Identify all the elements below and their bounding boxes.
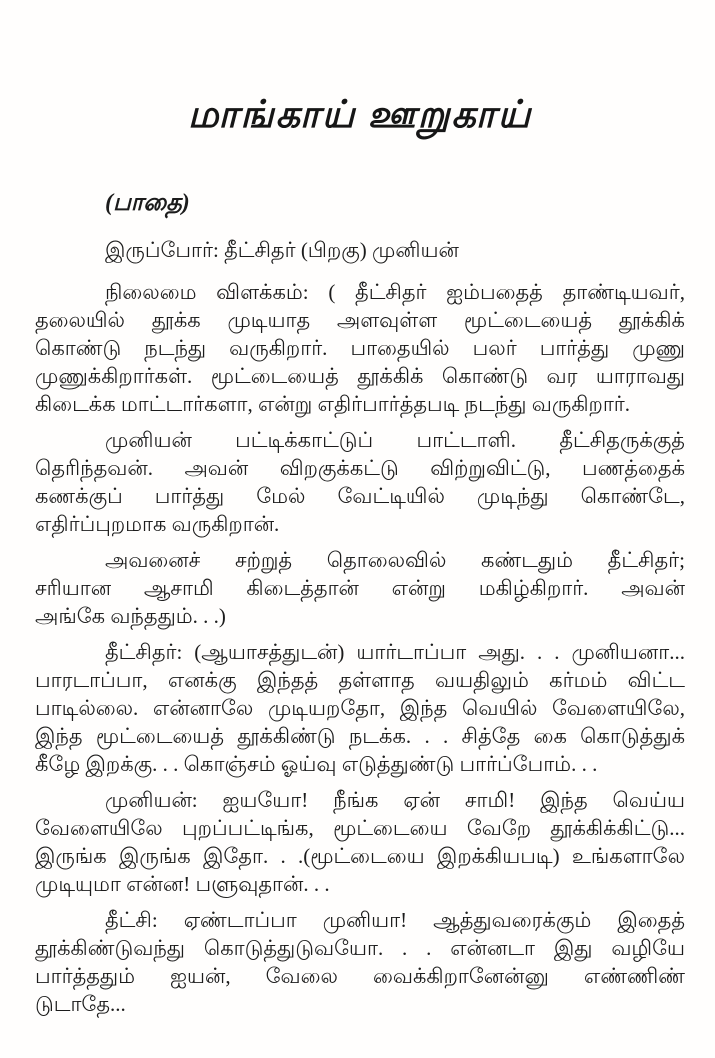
stage-direction-paragraph <box>35 546 685 630</box>
text-line: அவனைச் சற்றுத் தொலைவில் கண்டதும் தீட்சிதர்; <box>105 548 685 572</box>
scene-heading: (பாதை) <box>105 190 190 216</box>
cast-line: இருப்போர்: தீட்சிதர் (பிறகு) முனியன் <box>105 238 459 262</box>
stage-direction-paragraph <box>35 426 685 538</box>
text-line: கீழே இறக்கு. . . கொஞ்சம் ஓய்வு எடுத்துண்டு பார்ப்போம். . . <box>35 752 598 776</box>
stage-direction-paragraph <box>35 278 685 418</box>
text-line: முனியன் பட்டிக்காட்டுப் பாட்டாளி. தீட்சிதருக்குத் <box>105 428 685 452</box>
text-line: எதிர்ப்புறமாக வருகிறான். <box>35 512 280 536</box>
script-body <box>35 278 685 1018</box>
text-line: இருங்க இருங்க இதோ. . .(மூட்டையை இறக்கியபடி) உங்களாலே <box>35 844 685 868</box>
text-line: வேளையிலே புறப்பட்டிங்க, மூட்டையை வேறே தூக்கிக்கிட்டு... <box>35 816 685 840</box>
dialogue-paragraph-muniyan <box>35 786 685 898</box>
dialogue-paragraph-dikshitar <box>35 638 685 778</box>
text-line: பார்த்ததும் ஐயன், வேலை வைக்கிறானேன்னு எண்ணிண் <box>35 964 685 988</box>
text-line: தீட்சி: ஏண்டாப்பா முனியா! ஆத்துவரைக்கும் இதைத் <box>105 908 685 932</box>
text-line: தெரிந்தவன். அவன் விறகுக்கட்டு விற்றுவிட்டு, பணத்தைக் <box>35 456 685 480</box>
text-line: பாடில்லை. என்னாலே முடியறதோ, இந்த வெயில் வேளையிலே, <box>35 696 685 720</box>
text-line: கொண்டு நடந்து வருகிறார். பாதையில் பலர் பார்த்து முணு <box>35 336 685 360</box>
text-line: சரியான ஆசாமி கிடைத்தான் என்று மகிழ்கிறார். அவன் <box>35 576 685 600</box>
text-line: தலையில் தூக்க முடியாத அளவுள்ள மூட்டையைத் தூக்கிக் <box>35 308 685 332</box>
text-line: பாரடாப்பா, எனக்கு இந்தத் தள்ளாத வயதிலும் கர்மம் விட்ட <box>35 668 685 692</box>
text-line: தூக்கிண்டுவந்து கொடுத்துடுவயோ. . . என்னடா இது வழியே <box>35 936 685 960</box>
text-line: தீட்சிதர்: (ஆயாசத்துடன்) யார்டாப்பா அது. . . முனியனா... <box>105 640 685 664</box>
text-line: இந்த மூட்டையைத் தூக்கிண்டு நடக்க. . . சித்தே கை கொடுத்துக் <box>35 724 685 748</box>
dialogue-paragraph-dikshitar <box>35 906 685 1018</box>
text-line: டுடாதே... <box>35 992 126 1016</box>
text-line: கிடைக்க மாட்டார்களா, என்று எதிர்பார்த்தபடி நடந்து வருகிறார். <box>35 392 631 416</box>
text-line: நிலைமை விளக்கம்: ( தீட்சிதர் ஐம்பதைத் தாண்டியவர், <box>105 280 685 304</box>
text-line: கணக்குப் பார்த்து மேல் வேட்டியில் முடிந்து கொண்டே, <box>35 484 685 508</box>
text-line: முடியுமா என்ன! பளுவுதான். . . <box>35 872 330 896</box>
text-line: முனியன்: ஐயயோ! நீங்க ஏன் சாமி! இந்த வெய்ய <box>105 788 685 812</box>
page-title: மாங்காய் ஊறுகாய் <box>187 94 533 136</box>
text-line: முணுக்கிறார்கள். மூட்டையைத் தூக்கிக் கொண்டு வர யாராவது <box>35 364 685 388</box>
text-line: அங்கே வந்ததும். . .) <box>35 604 226 628</box>
